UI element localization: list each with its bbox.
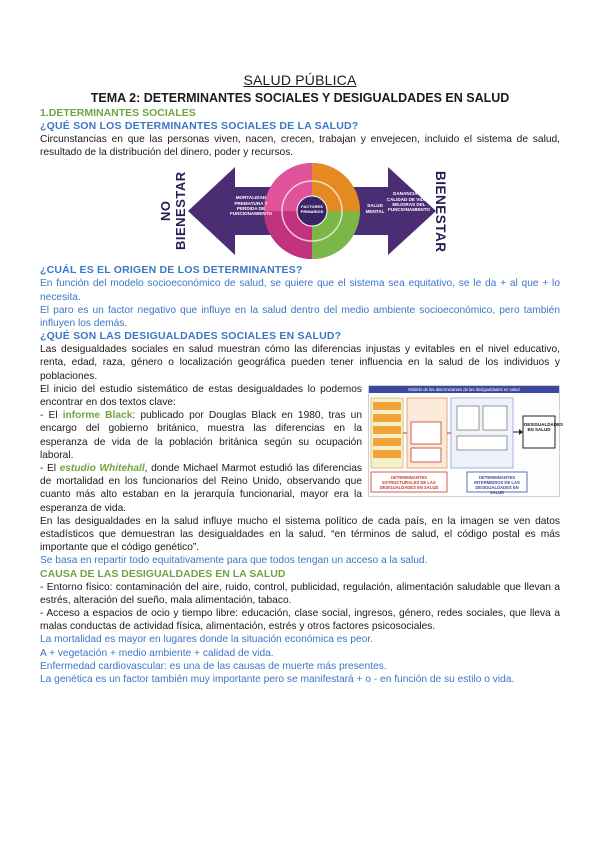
figure-bottom-mid-label: DETERMINANTES INTERMEDIOS DE LAS DESIGUALDADES EN SALUD xyxy=(474,474,520,495)
diagram-right-inner-text: SALUD MENTAL xyxy=(365,203,385,214)
note-genetica: La genética es un factor también muy importante pero se manifestará + o - en función de su estilo o vida. xyxy=(40,674,515,686)
diagram-right-arrow-text: GANANCIA DE CALIDAD DE VIDA Y MEJORAS DEL FUNCIONAMIENTO xyxy=(386,191,432,213)
whitehall-prefix: - El xyxy=(40,463,60,475)
paragraph-estudio-whitehall xyxy=(40,462,362,515)
estudio-whitehall-name: estudio Whitehall xyxy=(59,463,145,475)
paragraph-repartir: Se basa en repartir todo equitativamente para que todos tengan un acceso a la salud. xyxy=(40,555,428,567)
diagram-center-text: FACTORES PRIMARIOS xyxy=(300,204,324,214)
determinants-diagram xyxy=(40,161,560,261)
diagram-left-label: NO BIENESTAR xyxy=(158,172,188,251)
bullet-acceso-ocio: - Acceso a espacios de ocio y tiempo libre: educación, clase social, ingresos, género, redes sociales, que lleva a malas conductas de actividad física, alimentación, estrés y otros factores psicosociales. xyxy=(40,608,560,633)
question-origen: ¿CUÁL ES EL ORIGEN DE LOS DETERMINANTES? xyxy=(40,264,303,277)
informe-black-name: informe Black xyxy=(62,410,133,422)
paragraph-informe-black xyxy=(40,409,362,462)
paragraph-sistema-politico: En las desigualdades en la salud influye mucho el sistema político de cada país, en la imagen se ven datos estadísticos que demuestran las desigualdades en la salud. “en términos de salud, el código postal es más importante que el código genético”. xyxy=(40,515,560,554)
question-que-son-determinantes: ¿QUÉ SON LOS DETERMINANTES SOCIALES DE LA SALUD? xyxy=(40,120,359,132)
paragraph-definicion: Circunstancias en que las personas viven, nacen, crecen, trabajan y envejecen, incluido el sistema de salud, resultado de la distribución del dinero, poder y recursos. xyxy=(40,134,560,159)
document-title: SALUD PÚBLICA xyxy=(243,72,357,88)
informe-black-text: : publicado por Douglas Black en 1980, tras un encargo del gobierno británico, muestra las diferencias en la esperanza de vida de la población británica según su ocupación laboral. xyxy=(40,410,362,461)
bullet-entorno-fisico: - Entorno físico: contaminación del aire, ruido, control, publicidad, regulación, alimentación saludable que llevan a estrés, alteración del sueño, mala alimentación, tabaco. xyxy=(40,581,560,606)
note-vegetacion: A + vegetación + medio ambiente + calidad de vida. xyxy=(40,647,274,659)
figure-right-box-label: DESIGUALDADES EN SALUD xyxy=(524,421,564,433)
note-cardiovascular: Enfermedad cardiovascular: es una de las causas de muerte más presentes. xyxy=(40,660,387,672)
paragraph-estudio-intro: El inicio del estudio sistemático de estas desigualdades lo podemos encontrar en dos textos clave: xyxy=(40,383,362,409)
figure-title: Modelo de los determinantes de las desigualdades en salud xyxy=(408,386,520,392)
inequalities-model-figure xyxy=(368,385,564,497)
study-text-column xyxy=(40,383,362,515)
paragraph-paro: El paro es un factor negativo que influye en la salud dentro del medio ambiente socioeconómico, pero también influyen los demás. xyxy=(40,304,560,330)
paragraph-desigualdades: Las desigualdades sociales en salud muestran cómo las diferencias injustas y evitables en el nivel educativo, renta, edad, raza, género o localización geográfica pueden tener influencia en la salud de los individuos y poblaciones. xyxy=(40,344,560,382)
section-heading-causa: CAUSA DE LAS DESIGUALDADES EN LA SALUD xyxy=(40,567,286,580)
document-page xyxy=(40,72,564,686)
paragraph-modelo-socioeconomico: En función del modelo socioeconómico de salud, se quiere que el sistema sea equitativo, se le da + al que + lo necesita. xyxy=(40,278,560,303)
black-prefix: - El xyxy=(40,410,63,422)
diagram-left-arrow-text: MORTALIDAD PREMATURA Y PERDIDA DE FUNCIONAMIENTO xyxy=(230,195,273,217)
note-mortalidad: La mortalidad es mayor en lugares donde la situación económica es peor. xyxy=(40,634,373,646)
estudio-whitehall-text: , donde Michael Marmot estudió las diferencias de mortalidad en los funcionarios del Reino Unido, observando que cuanto más alto estaban en la jerarquía funcionarial, mayor era la esperanza de vida. xyxy=(40,463,362,514)
diagram-right-label: BIENESTAR xyxy=(433,170,448,253)
section-heading-determinantes: 1.DETERMINANTES SOCIALES xyxy=(40,107,196,119)
question-desigualdades: ¿QUÉ SON LAS DESIGUALDADES SOCIALES EN SALUD? xyxy=(40,330,342,343)
study-section xyxy=(40,383,564,515)
figure-bottom-left-label: DETERMINANTES ESTRUCTURALES DE LAS DESIGUALDADES EN SALUD xyxy=(379,474,439,490)
document-subtitle: TEMA 2: DETERMINANTES SOCIALES Y DESIGUALDADES EN SALUD xyxy=(90,91,510,105)
